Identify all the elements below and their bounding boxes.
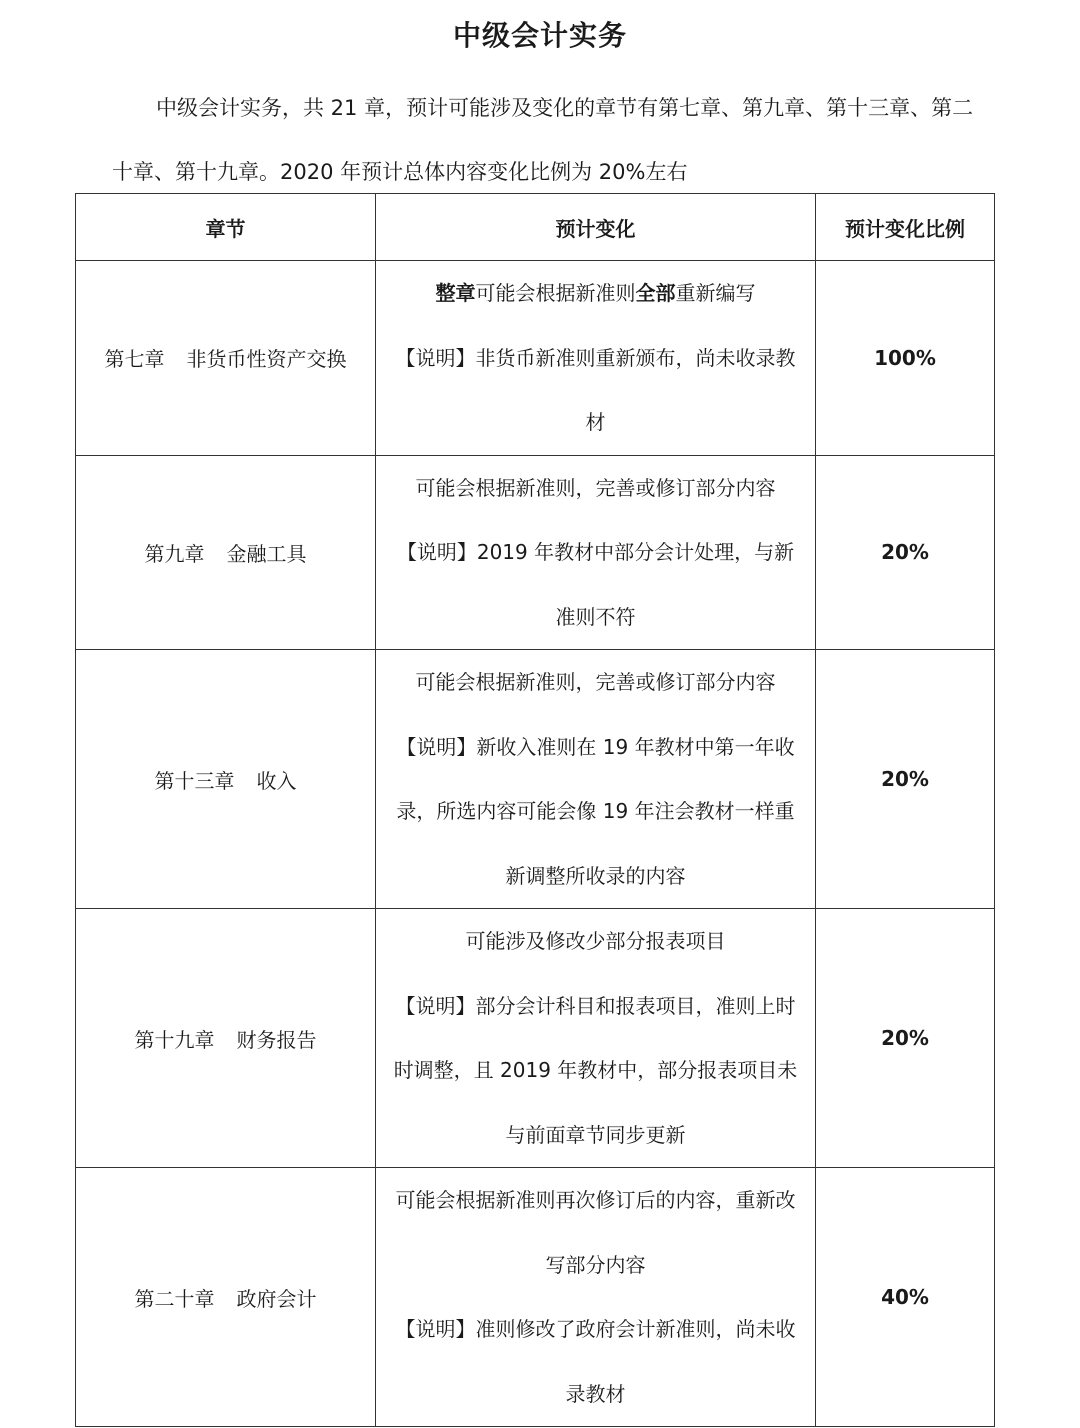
table-row bbox=[76, 650, 995, 909]
change-cell bbox=[376, 909, 816, 1168]
ratio-cell: 100% bbox=[816, 261, 995, 456]
ratio-cell: 20% bbox=[816, 455, 995, 650]
chapter-cell bbox=[76, 1168, 376, 1427]
change-text: 可能会根据新准则，完善或修订部分内容 bbox=[415, 475, 776, 500]
chapter-change-table bbox=[75, 193, 995, 1427]
change-cell bbox=[376, 261, 816, 456]
chapter-cell bbox=[76, 650, 376, 909]
chapter-name: 政府会计 bbox=[236, 1286, 317, 1311]
intro-paragraph bbox=[112, 76, 992, 204]
chapter-number: 第十三章 bbox=[154, 768, 235, 793]
change-note: 【说明】准则修改了政府会计新准则，尚未收录教材 bbox=[395, 1317, 796, 1406]
chapter-cell bbox=[76, 261, 376, 456]
table-row bbox=[76, 261, 995, 456]
change-note: 【说明】新收入准则在 19 年教材中第一年收录，所选内容可能会像 19 年注会教材一样重新调整所收录的内容 bbox=[396, 734, 795, 888]
chapter-number: 第十九章 bbox=[134, 1027, 215, 1052]
change-emphasis: 全部 bbox=[635, 281, 676, 305]
change-text-part: 可能会根据新准则 bbox=[475, 281, 636, 305]
chapter-name: 财务报告 bbox=[236, 1027, 317, 1052]
document-title: 中级会计实务 bbox=[452, 19, 627, 52]
intro-text: 中级会计实务，共 21 章，预计可能涉及变化的章节有第七章、第九章、第十三章、第二十章、第十九章。2020 年预计总体内容变化比例为 20%左右 bbox=[112, 96, 974, 184]
ratio-cell: 40% bbox=[816, 1168, 995, 1427]
table-row bbox=[76, 909, 995, 1168]
header-chapter: 章节 bbox=[76, 194, 376, 261]
chapter-cell bbox=[76, 455, 376, 650]
change-cell bbox=[376, 455, 816, 650]
change-cell bbox=[376, 1168, 816, 1427]
chapter-name: 收入 bbox=[256, 768, 297, 793]
chapter-number: 第九章 bbox=[144, 541, 205, 566]
header-ratio: 预计变化比例 bbox=[816, 194, 995, 261]
chapter-number: 第二十章 bbox=[134, 1286, 215, 1311]
change-emphasis: 整章 bbox=[435, 281, 476, 305]
table-row bbox=[76, 1168, 995, 1427]
change-note: 【说明】2019 年教材中部分会计处理，与新准则不符 bbox=[396, 540, 795, 629]
chapter-name: 金融工具 bbox=[226, 541, 307, 566]
table-row bbox=[76, 455, 995, 650]
table-header-row bbox=[76, 194, 995, 261]
change-text: 可能涉及修改少部分报表项目 bbox=[465, 929, 726, 953]
chapter-number: 第七章 bbox=[104, 347, 165, 372]
change-text: 可能会根据新准则再次修订后的内容，重新改写部分内容 bbox=[395, 1188, 796, 1277]
chapter-cell bbox=[76, 909, 376, 1168]
change-note: 【说明】非货币新准则重新颁布，尚未收录教材 bbox=[395, 345, 796, 434]
header-change: 预计变化 bbox=[376, 194, 816, 261]
change-text-part: 重新编写 bbox=[675, 281, 756, 305]
change-cell bbox=[376, 650, 816, 909]
change-text bbox=[388, 261, 803, 326]
change-text: 可能会根据新准则，完善或修订部分内容 bbox=[415, 670, 776, 694]
ratio-cell: 20% bbox=[816, 909, 995, 1168]
chapter-name: 非货币性资产交换 bbox=[186, 347, 347, 372]
change-note: 【说明】部分会计科目和报表项目，准则上时时调整，且 2019 年教材中，部分报表项目未与前面章节同步更新 bbox=[393, 993, 798, 1147]
ratio-cell: 20% bbox=[816, 650, 995, 909]
